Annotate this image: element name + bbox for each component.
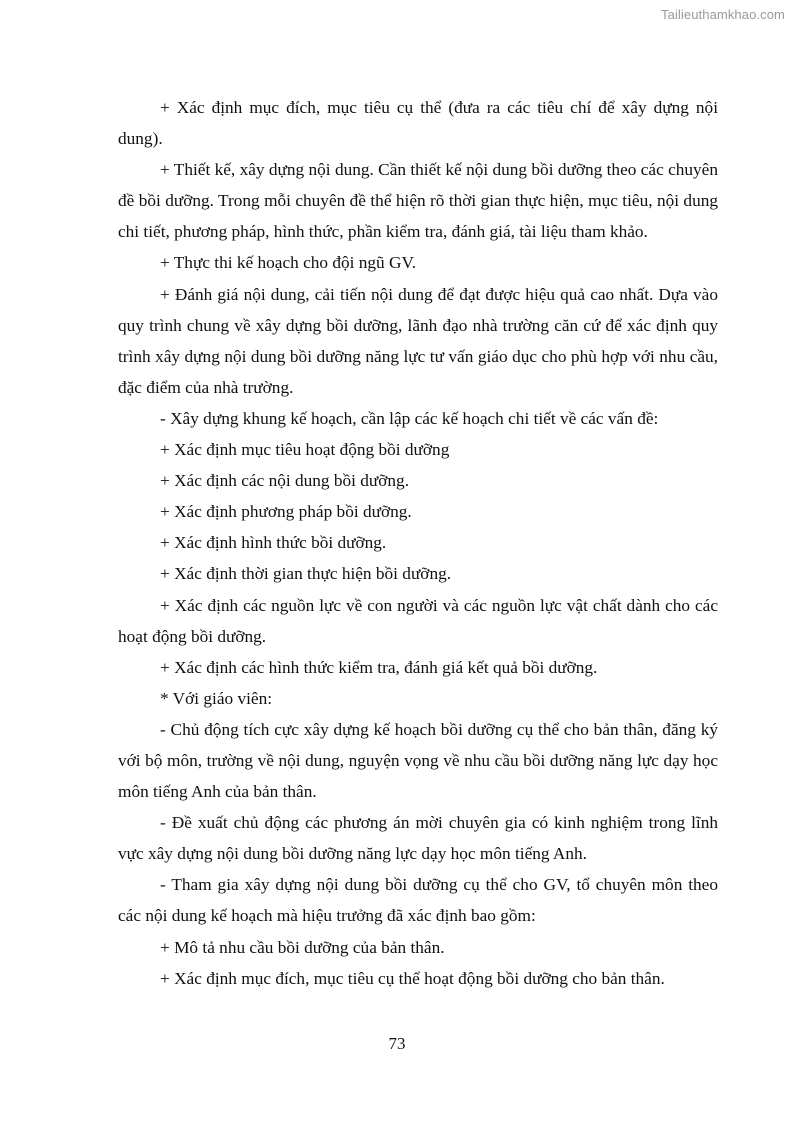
watermark-text: Tailieuthamkhao.com [660,7,785,22]
page-number: 73 [388,1034,406,1053]
paragraph-4: + Đánh giá nội dung, cải tiến nội dung để đạt được hiệu quả cao nhất. Dựa vào quy trình chung về xây dựng bồi dưỡng, lãnh đạo nhà trường căn cứ để xác định quy trình xây dựng nội dung bồi dưỡng năng lực tư vấn giáo dục cho phù hợp với nhu cầu, đặc điểm của nhà trường. [118,284,718,397]
paragraph-11: + Xác định các nguồn lực về con người và các nguồn lực vật chất dành cho các hoạt động bồi dưỡng. [118,595,718,646]
document-body [118,92,718,994]
paragraph-17: + Mô tả nhu cầu bồi dưỡng của bản thân. [160,937,445,957]
paragraph-6: + Xác định mục tiêu hoạt động bồi dưỡng [160,440,450,460]
paragraph-3: + Thực thi kế hoạch cho đội ngũ GV. [160,253,417,273]
paragraph-10: + Xác định thời gian thực hiện bồi dưỡng. [160,564,452,584]
paragraph-12: + Xác định các hình thức kiểm tra, đánh giá kết quả bồi dưỡng. [160,657,598,677]
paragraph-14: - Chủ động tích cực xây dựng kế hoạch bồi dưỡng cụ thể cho bản thân, đăng ký với bộ môn, trường về nội dung, nguyện vọng về nhu cầu bồi dưỡng năng lực dạy học môn tiếng Anh của bản thân. [118,719,718,802]
paragraph-7: + Xác định các nội dung bồi dưỡng. [160,471,410,491]
paragraph-13: * Với giáo viên: [160,688,273,708]
paragraph-1: + Xác định mục đích, mục tiêu cụ thể (đưa ra các tiêu chí để xây dựng nội dung). [118,98,718,149]
paragraph-9: + Xác định hình thức bồi dưỡng. [160,533,387,553]
paragraph-18: + Xác định mục đích, mục tiêu cụ thể hoạt động bồi dưỡng cho bản thân. [160,968,665,988]
paragraph-2: + Thiết kế, xây dựng nội dung. Cần thiết kế nội dung bồi dưỡng theo các chuyên đề bồi dưỡng. Trong mỗi chuyên đề thể hiện rõ thời gian thực hiện, mục tiêu, nội dung chi tiết, phương pháp, hình thức, phần kiểm tra, đánh giá, tài liệu tham khảo. [118,160,718,242]
paragraph-5: - Xây dựng khung kế hoạch, cần lập các kế hoạch chi tiết về các vấn đề: [160,408,659,428]
paragraph-15: - Đề xuất chủ động các phương án mời chuyên gia có kinh nghiệm trong lĩnh vực xây dựng nội dung bồi dưỡng năng lực dạy học môn tiếng Anh. [118,813,718,864]
paragraph-8: + Xác định phương pháp bồi dưỡng. [160,502,412,522]
paragraph-16: - Tham gia xây dựng nội dung bồi dưỡng cụ thể cho GV, tổ chuyên môn theo các nội dung kế hoạch mà hiệu trưởng đã xác định bao gồm: [118,875,718,926]
